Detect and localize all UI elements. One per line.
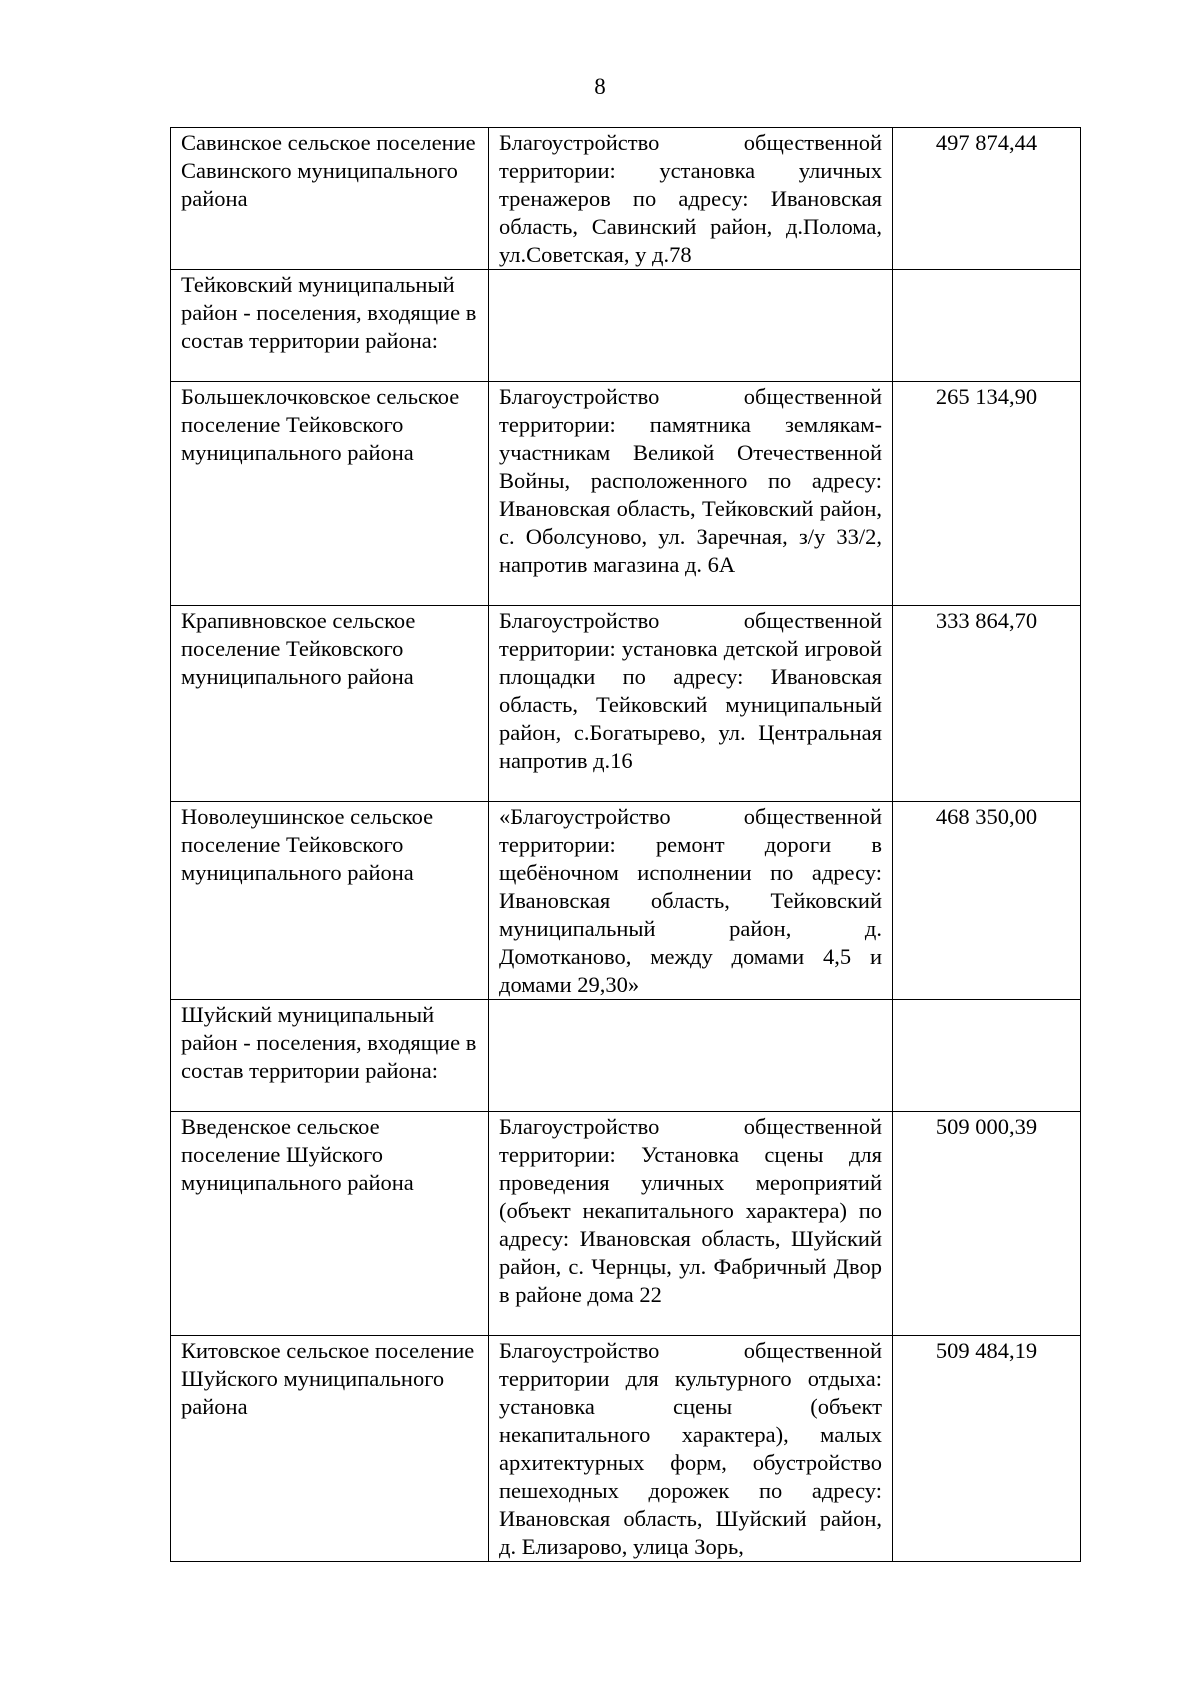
funding-amount: 333 864,70 bbox=[893, 606, 1081, 802]
funding-table bbox=[170, 127, 1081, 1562]
funding-amount: 265 134,90 bbox=[893, 382, 1081, 606]
project-description: «Благоустройство общественной территории: ремонт дороги в щебёночном исполнении по адресу: Ивановская область, Тейковский муниципальный район, д. Домотканово, между домами 4,5 и домами 29,30» bbox=[489, 802, 893, 1000]
funding-amount: 468 350,00 bbox=[893, 802, 1081, 1000]
table-row bbox=[171, 1000, 1081, 1112]
table-row bbox=[171, 382, 1081, 606]
project-description bbox=[489, 270, 893, 382]
funding-amount: 509 000,39 bbox=[893, 1112, 1081, 1336]
settlement-name: Большеклочковское сельское поселение Тейковского муниципального района bbox=[171, 382, 489, 606]
funding-amount: 509 484,19 bbox=[893, 1336, 1081, 1562]
settlement-name: Новолеушинское сельское поселение Тейковского муниципального района bbox=[171, 802, 489, 1000]
project-description: Благоустройство общественной территории: Установка сцены для проведения уличных мероприятий (объект некапитального характера) по адресу: Ивановская область, Шуйский район, с. Чернцы, ул. Фабричный Двор в районе дома 22 bbox=[489, 1112, 893, 1336]
settlement-name: Введенское сельское поселение Шуйского муниципального района bbox=[171, 1112, 489, 1336]
table-row bbox=[171, 802, 1081, 1000]
settlement-name: Крапивновское сельское поселение Тейковского муниципального района bbox=[171, 606, 489, 802]
project-description: Благоустройство общественной территории: установка уличных тренажеров по адресу: Ивановская область, Савинский район, д.Полома, ул.Советская, у д.78 bbox=[489, 128, 893, 270]
district-group-heading: Тейковский муниципальный район - поселения, входящие в состав территории района: bbox=[171, 270, 489, 382]
project-description: Благоустройство общественной территории для культурного отдыха: установка сцены (объект некапитального характера), малых архитектурных форм, обустройство пешеходных дорожек по адресу: Ивановская область, Шуйский район, д. Елизарово, улица Зорь, bbox=[489, 1336, 893, 1562]
project-description bbox=[489, 1000, 893, 1112]
table-row bbox=[171, 128, 1081, 270]
project-description: Благоустройство общественной территории: памятника землякам-участникам Великой Отечественной Войны, расположенного по адресу: Ивановская область, Тейковский район, с. Оболсуново, ул. Заречная, з/у 33/2, напротив магазина д. 6А bbox=[489, 382, 893, 606]
funding-amount bbox=[893, 1000, 1081, 1112]
settlement-name: Китовское сельское поселение Шуйского муниципального района bbox=[171, 1336, 489, 1562]
project-description: Благоустройство общественной территории: установка детской игровой площадки по адресу: Ивановская область, Тейковский муниципальный район, с.Богатырево, ул. Центральная напротив д.16 bbox=[489, 606, 893, 802]
table-row bbox=[171, 606, 1081, 802]
table-row bbox=[171, 1336, 1081, 1562]
table-row bbox=[171, 270, 1081, 382]
page-number: 8 bbox=[594, 74, 606, 99]
table-row bbox=[171, 1112, 1081, 1336]
funding-amount: 497 874,44 bbox=[893, 128, 1081, 270]
funding-amount bbox=[893, 270, 1081, 382]
district-group-heading: Шуйский муниципальный район - поселения, входящие в состав территории района: bbox=[171, 1000, 489, 1112]
settlement-name: Савинское сельское поселение Савинского муниципального района bbox=[171, 128, 489, 270]
